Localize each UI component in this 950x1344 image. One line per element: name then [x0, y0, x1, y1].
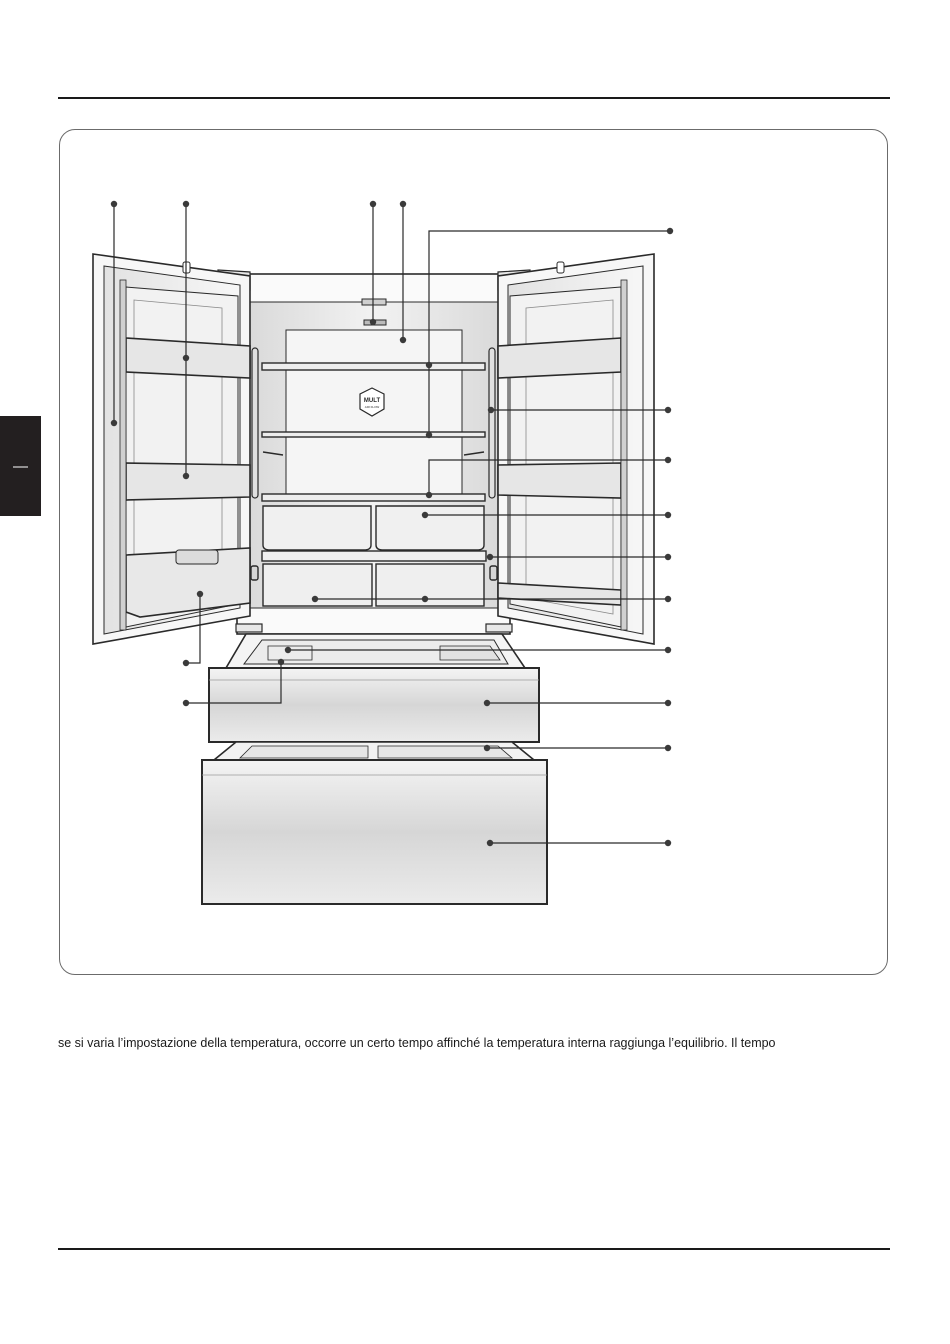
body-paragraph: se si varia l’impostazione della temperatura, occorre un certo tempo affinché la temperatura interna raggiunga l’equilibrio. Il tempo: [58, 1036, 776, 1050]
badge-line1: MULT: [363, 398, 381, 404]
bottom-rule: [58, 1248, 890, 1250]
right-door: [498, 254, 654, 644]
badge-line2: AIR FLOW: [364, 405, 380, 409]
lower-freezer-drawer: [202, 742, 547, 904]
chapter-tab-label: —: [13, 457, 28, 475]
left-door: [93, 254, 250, 644]
